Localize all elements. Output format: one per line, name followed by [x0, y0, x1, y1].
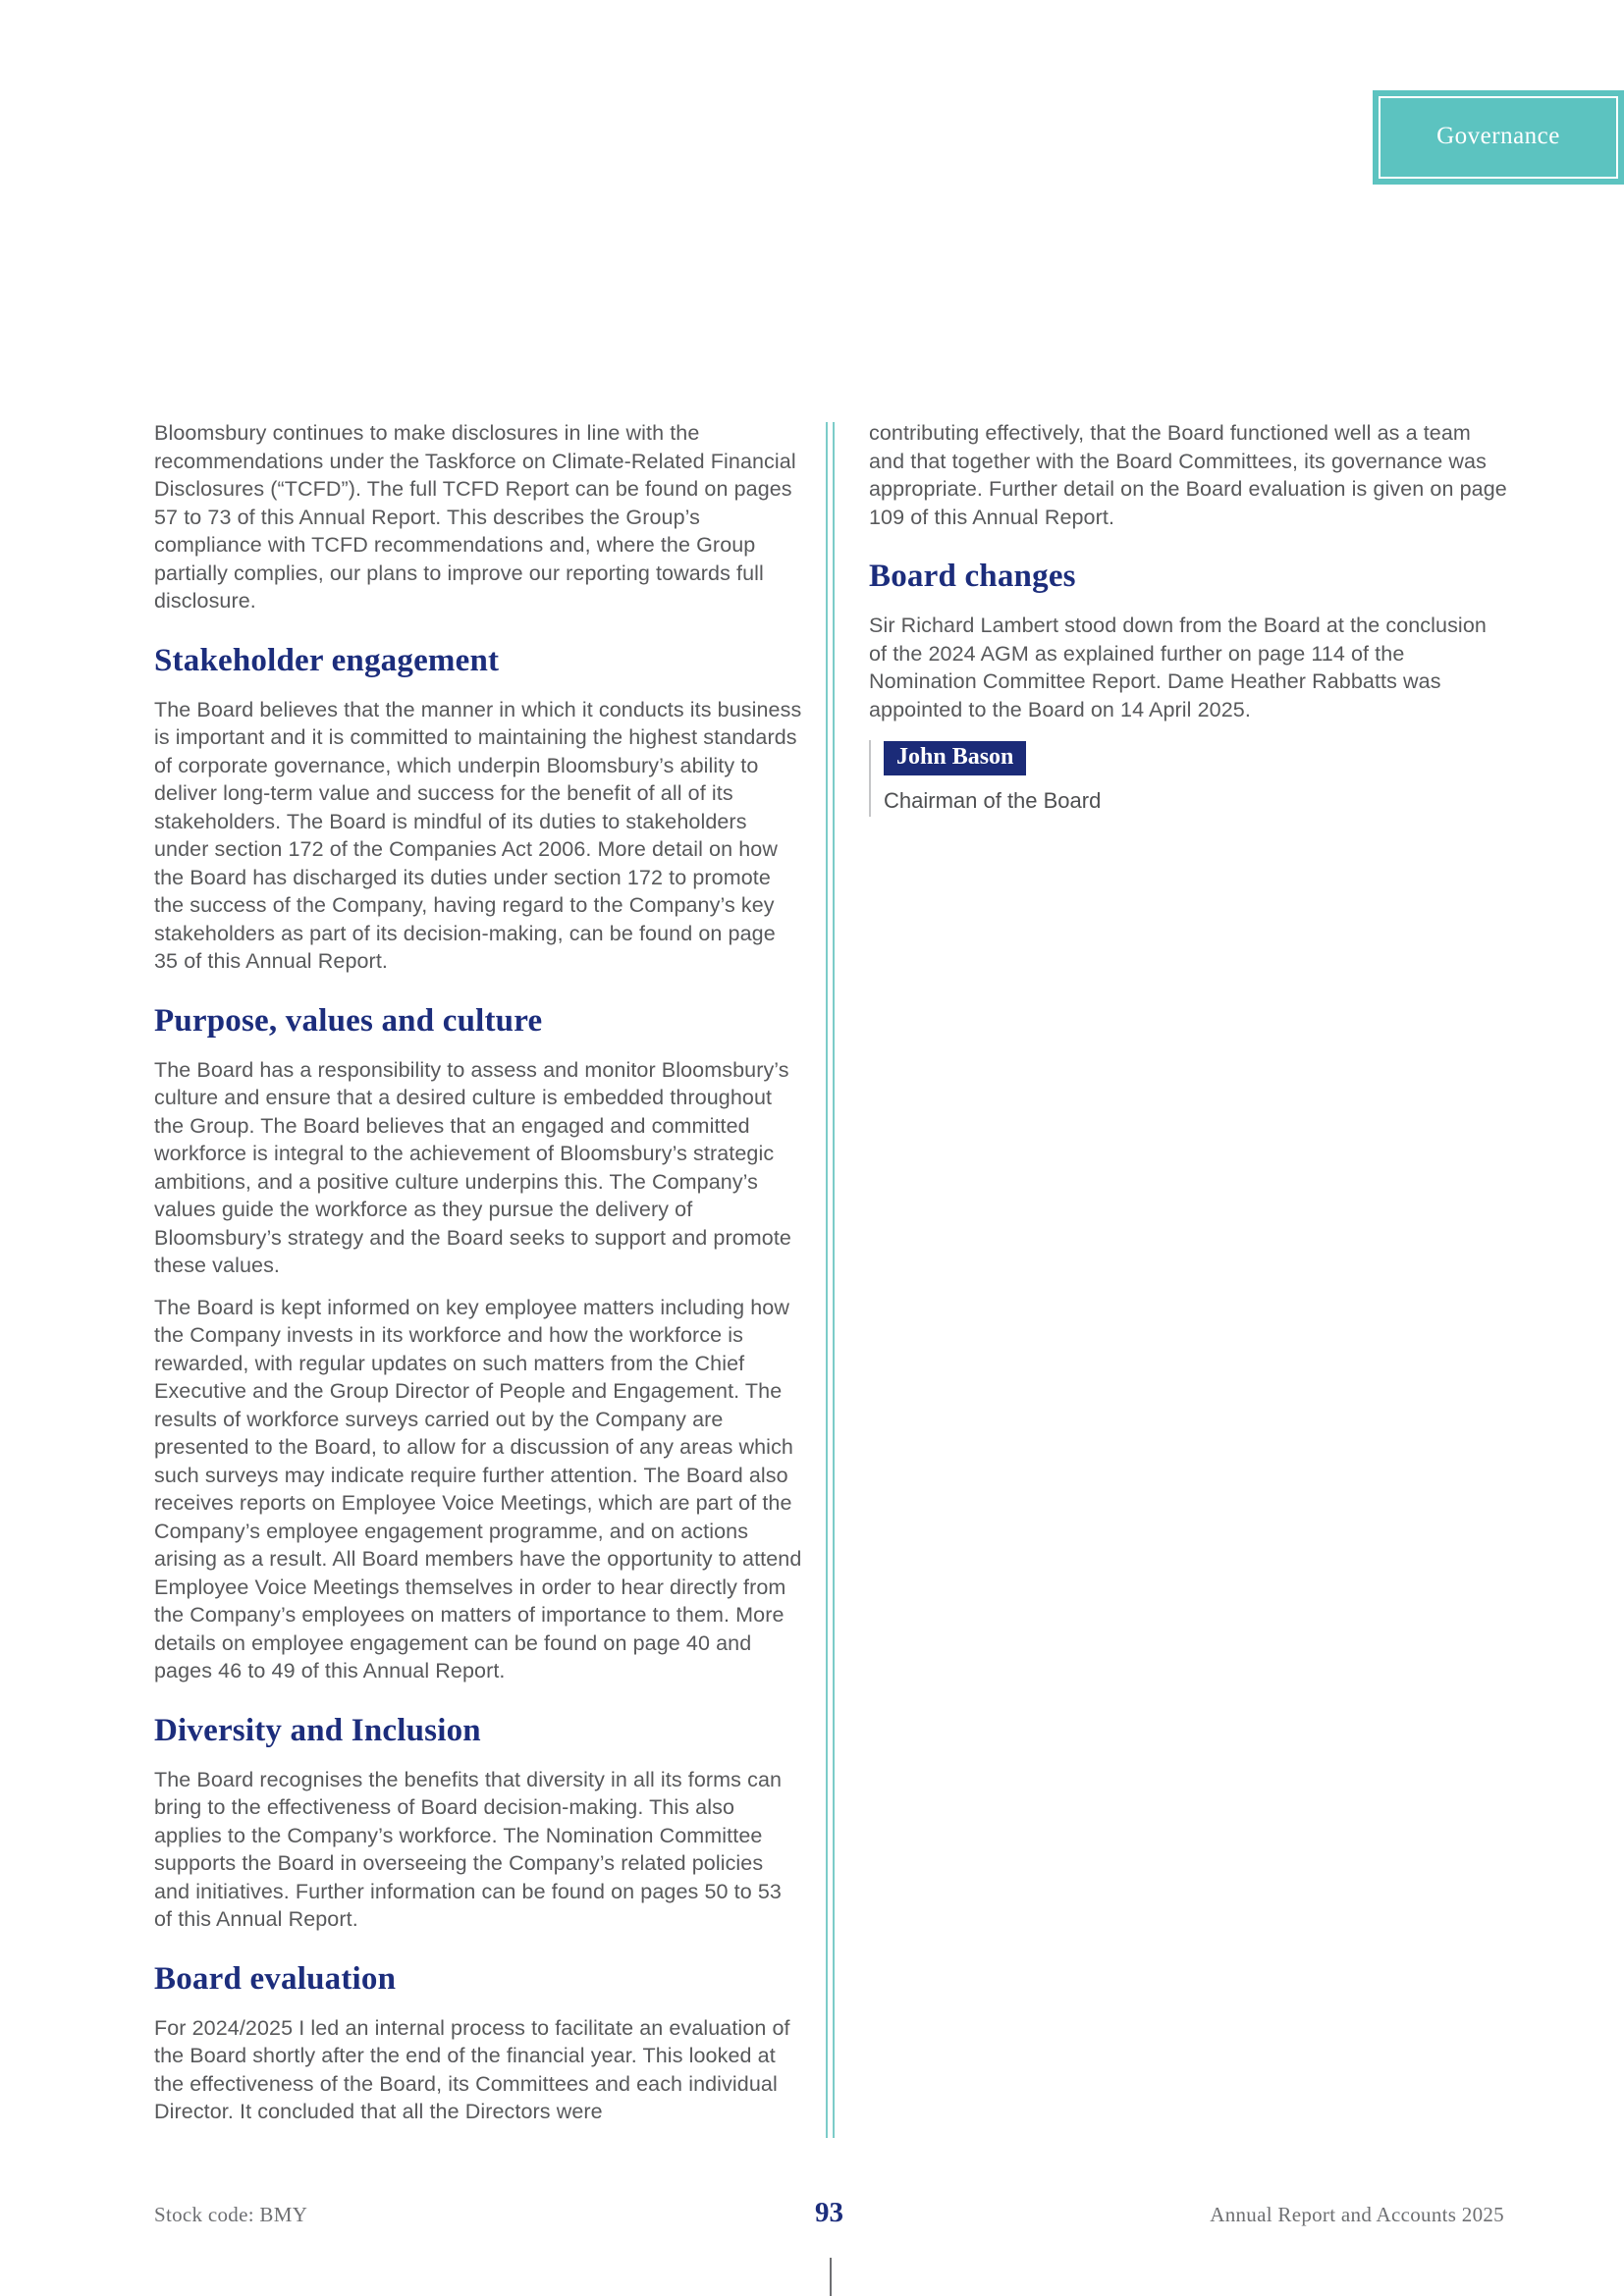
section-tab-inner-frame [1379, 96, 1618, 179]
paragraph-tcfd: Bloomsbury continues to make disclosures in line with the recommendations under the Taskforce on Climate-Related Financial Disclosures (“TCFD”). The full TCFD Report can be found on pages 57 to 73 of this Annual Report. This describes the Group’s compliance with TCFD recommendations and, where the Group partially complies, our plans to improve our reporting towards full disclosure. [154, 421, 796, 613]
heading-stakeholder-engagement: Stakeholder engagement [154, 642, 500, 678]
left-column [154, 419, 802, 2140]
paragraph-purpose-1: The Board has a responsibility to assess and monitor Bloomsbury’s culture and ensure that a desired culture is embedded throughout the Group. The Board believes that an engaged and committed workforce is integral to the achievement of Bloomsbury’s strategic ambitions, and a positive culture underpins this. The Company’s values guide the workforce as they pursue the delivery of Bloomsbury’s strategy and the Board seeks to support and promote these values. [154, 1057, 791, 1277]
paragraph-stakeholder-engagement: The Board believes that the manner in which it conducts its business is important and it is committed to maintaining the highest standards of corporate governance, which underpin Bloomsbury’s ability to deliver long-term value and success for the benefit of all of its stakeholders. The Board is mindful of its duties to stakeholders under section 172 of the Companies Act 2006. More detail on how the Board has discharged its duties under section 172 to promote the success of the Company, having regard to the Company’s key stakeholders as part of its decision-making, can be found on page 35 of this Annual Report. [154, 697, 802, 973]
heading-diversity-inclusion: Diversity and Inclusion [154, 1712, 481, 1748]
right-column [869, 419, 1509, 817]
signature-block [869, 740, 1509, 817]
footer-page-number: 93 [815, 2197, 843, 2228]
footer-stock-code: Stock code: BMY [154, 2203, 308, 2226]
footer-tick-rule [830, 2258, 832, 2296]
section-tab-governance [1373, 90, 1624, 185]
paragraph-evaluation-continued: contributing effectively, that the Board functioned well as a team and that together with the Board Committees, its governance was appropriate. Further detail on the Board evaluation is given on page 109 of this Annual Report. [869, 421, 1507, 529]
heading-purpose-values-culture: Purpose, values and culture [154, 1002, 543, 1039]
heading-board-evaluation: Board evaluation [154, 1960, 397, 1997]
section-tab-label: Governance [1436, 123, 1560, 149]
column-divider-rule [826, 422, 835, 2138]
heading-board-changes: Board changes [869, 559, 1076, 594]
paragraph-diversity-inclusion: The Board recognises the benefits that diversity in all its forms can bring to the effectiveness of Board decision-making. This also applies to the Company’s workforce. The Nomination Committee supports the Board in overseeing the Company’s related policies and initiatives. Further information can be found on pages 50 to 53 of this Annual Report. [154, 1767, 783, 1931]
paragraph-board-changes: Sir Richard Lambert stood down from the Board at the conclusion of the 2024 AGM as explained further on page 114 of the Nomination Committee Report. Dame Heather Rabbatts was appointed to the Board on 14 April 2025. [869, 614, 1487, 721]
page-footer [154, 2197, 1504, 2229]
paragraph-purpose-2: The Board is kept informed on key employee matters including how the Company invests in its workforce and how the workforce is rewarded, with regular updates on such matters from the Chief Executive and the Group Director of People and Engagement. The results of workforce surveys carried out by the Company are presented to the Board, to allow for a discussion of any areas which such surveys may indicate require further attention. The Board also receives reports on Employee Voice Meetings, which are part of the Company’s employee engagement programme, and on actions arising as a result. All Board members have the opportunity to attend Employee Voice Meetings themselves in order to hear directly from the Company’s employees on matters of importance to them. More details on employee engagement can be found on page 40 and pages 46 to 49 of this Annual Report. [154, 1295, 802, 1682]
signature-name-badge: John Bason [884, 741, 1026, 775]
signature-title: Chairman of the Board [884, 788, 1102, 813]
footer-report-title: Annual Report and Accounts 2025 [1210, 2203, 1504, 2226]
paragraph-board-evaluation: For 2024/2025 I led an internal process to facilitate an evaluation of the Board shortly after the end of the financial year. This looked at the effectiveness of the Board, its Committees and each individual Director. It concluded that all the Directors were [154, 2015, 790, 2123]
